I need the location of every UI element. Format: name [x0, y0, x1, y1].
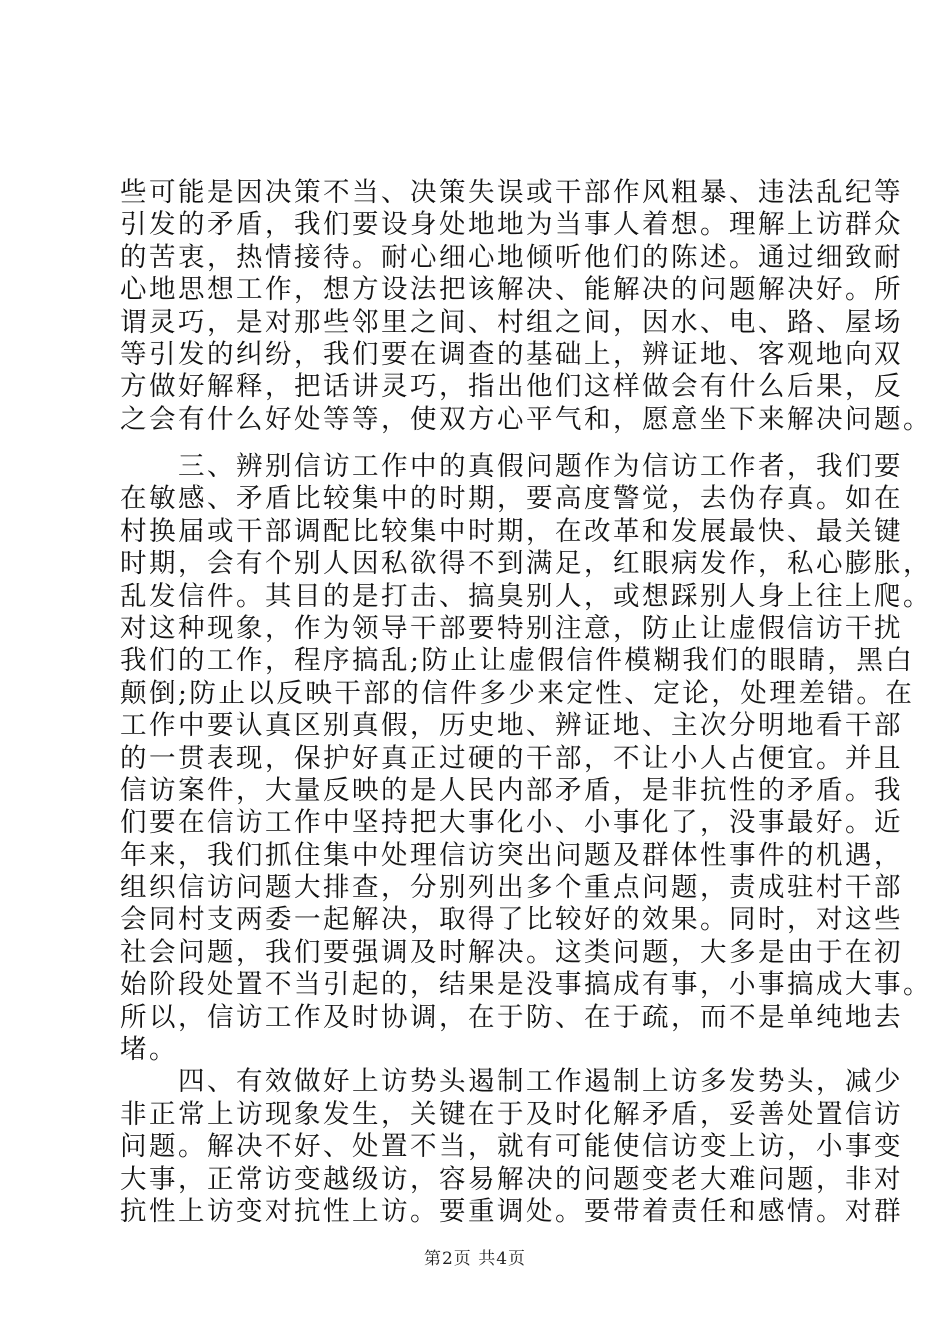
text-line: 始阶段处置不当引起的，结果是没事搞成有事，小事搞成大事。: [120, 969, 932, 1001]
text-line: 大事，正常访变越级访，容易解决的问题变老大难问题，非对: [120, 1163, 903, 1195]
text-line: 谓灵巧，是对那些邻里之间、村组之间，因水、电、路、屋场: [120, 306, 903, 338]
text-line: 三、辨别信访工作中的真假问题作为信访工作者，我们要: [120, 451, 903, 482]
text-line: 所以，信访工作及时协调，在于防、在于疏，而不是单纯地去: [120, 1001, 903, 1033]
text-line: 非正常上访现象发生，关键在于及时化解矛盾，妥善处置信访: [120, 1098, 903, 1130]
text-line: 社会问题，我们要强调及时解决。这类问题，大多是由于在初: [120, 936, 903, 968]
text-line: 的一贯表现，保护好真正过硬的干部，不让小人占便宜。并且: [120, 742, 903, 774]
text-line: 的苦衷，热情接待。耐心细心地倾听他们的陈述。通过细致耐: [120, 241, 903, 273]
text-line: 引发的矛盾，我们要设身处地地为当事人着想。理解上访群众: [120, 209, 903, 241]
text-line: 四、有效做好上访势头遏制工作遏制上访多发势头，减少: [120, 1066, 903, 1098]
text-line: 年来，我们抓住集中处理信访突出问题及群体性事件的机遇，: [120, 839, 903, 871]
text-line: 抗性上访变对抗性上访。要重调处。要带着责任和感情。对群: [120, 1195, 903, 1227]
text-line: 等引发的纠纷，我们要在调查的基础上，辨证地、客观地向双: [120, 338, 903, 370]
text-line: 工作中要认真区别真假，历史地、辨证地、主次分明地看干部: [120, 710, 903, 742]
text-line: 颠倒;防止以反映干部的信件多少来定性、定论，处理差错。在: [120, 677, 915, 709]
text-line: 在敏感、矛盾比较集中的时期，要高度警觉，去伪存真。如在: [120, 483, 903, 515]
text-line: 们要在信访工作中坚持把大事化小、小事化了，没事最好。近: [120, 807, 903, 839]
text-line: 时期，会有个别人因私欲得不到满足，红眼病发作，私心膨胀，: [120, 548, 932, 580]
text-line: 信访案件，大量反映的是人民内部矛盾，是非抗性的矛盾。我: [120, 774, 903, 806]
text-line: 对这种现象，作为领导干部要特别注意，防止让虚假信访干扰: [120, 612, 903, 644]
text-line: 我们的工作，程序搞乱;防止让虚假信件模糊我们的眼睛，黑白: [120, 645, 915, 677]
text-line: 组织信访问题大排查，分别列出多个重点问题，责成驻村干部: [120, 872, 903, 904]
text-line: 会同村支两委一起解决，取得了比较好的效果。同时，对这些: [120, 904, 903, 936]
text-line: 方做好解释，把话讲灵巧，指出他们这样做会有什么后果，反: [120, 371, 903, 403]
text-line: 堵。: [120, 1034, 178, 1066]
text-line: 问题。解决不好、处置不当，就有可能使信访变上访，小事变: [120, 1131, 903, 1163]
text-line: 村换届或干部调配比较集中时期，在改革和发展最快、最关键: [120, 515, 903, 547]
paragraph-1: [120, 177, 932, 436]
text-line: 心地思想工作，想方设法把该解决、能解决的问题解决好。所: [120, 274, 903, 306]
paragraph-2: [120, 451, 932, 1228]
page-number-footer: 第2页 共4页: [423, 1249, 527, 1269]
text-line: 之会有什么好处等等，使双方心平气和，愿意坐下来解决问题。: [120, 403, 932, 435]
text-line: 些可能是因决策不当、决策失误或干部作风粗暴、违法乱纪等: [120, 177, 903, 208]
text-line: 乱发信件。其目的是打击、搞臭别人，或想踩别人身上往上爬。: [120, 580, 932, 612]
